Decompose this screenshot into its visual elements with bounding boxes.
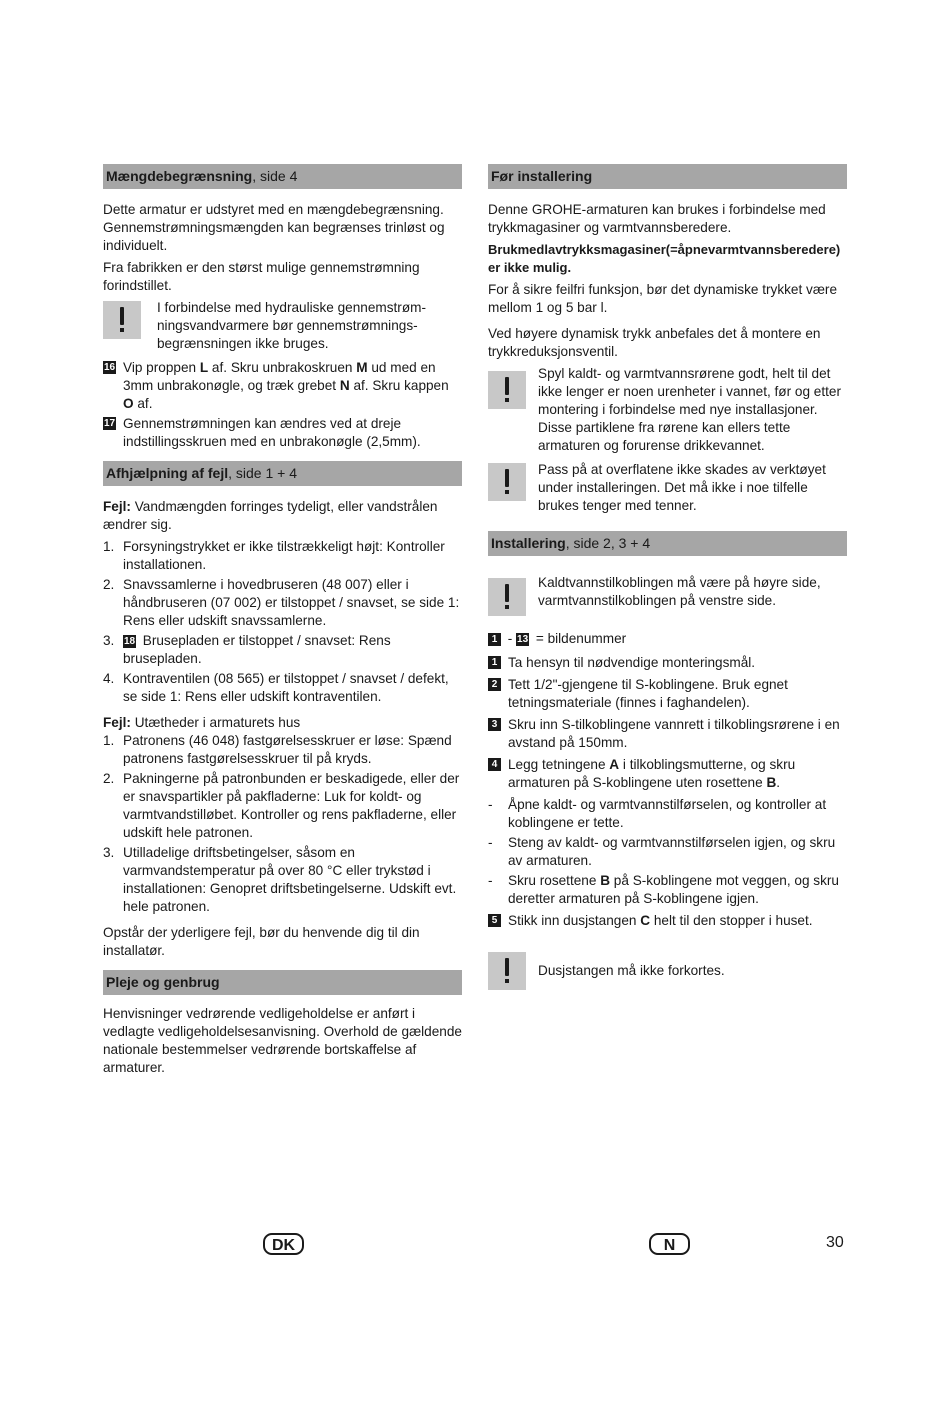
list-item: 1. Forsyningstrykket er ikke tilstrækkeligt højt: Kontroller installationen.: [103, 539, 445, 572]
warning-note: Pass på at overflatene ikke skades av verktøyet under installeringen. Det må ikke i noe tilfelle brukes tenger med tenner.: [488, 461, 847, 515]
paragraph-bold: Brukmedlavtrykksmagasiner(=åpnevarmtvannsberedere) er ikke mulig.: [488, 242, 841, 275]
language-badge-dk: DK: [263, 1233, 304, 1255]
section-header-afhjaelpning-af-fejl: Afhjælpning af fejl, side 1 + 4: [103, 461, 462, 486]
step-number-badge: 4: [488, 758, 501, 771]
step-number-badge: 1: [488, 656, 501, 669]
section-header-pleje-og-genbrug: Pleje og genbrug: [103, 970, 462, 995]
step-number-badge: 1: [488, 633, 501, 646]
exclamation-warning-icon: [488, 463, 526, 501]
fault-description: Fejl: Vandmængden forringes tydeligt, eller vandstrålen ændrer sig.: [103, 499, 438, 532]
step-1: 1 Ta hensyn til nødvendige monteringsmål.: [488, 654, 847, 672]
list-item: 1. Patronens (46 048) fastgørelsesskruer er løse: Spænd patronens fastgørelsesskruer til på kryds.: [103, 733, 452, 766]
section-header-maengdebegraensning: Mængdebegrænsning, side 4: [103, 164, 462, 189]
step-2: 2 Tett 1/2"-gjengene til S-koblingene. Bruk egnet tetningsmateriale (finnes i faghandelen).: [488, 676, 847, 712]
warning-note: Dusjstangen må ikke forkortes.: [488, 952, 847, 990]
exclamation-warning-icon: [103, 301, 141, 339]
fault-description: Fejl: Utætheder i armaturets hus: [103, 715, 301, 730]
warning-note: I forbindelse med hydrauliske gennemstrømningsvandvarmere bør gennemstrømningsbegrænsningen ikke bruges.: [103, 299, 462, 353]
paragraph: Ved høyere dynamisk trykk anbefales det å montere en trykkreduksjonsventil.: [488, 326, 821, 359]
list-item: 3. 18 Brusepladen er tilstoppet / snavset: Rens brusepladen.: [103, 633, 391, 666]
list-item: 2. Snavssamlerne i hovedbruseren (48 007) eller i håndbruseren (07 002) er tilstoppet / snavset, se side 1: Rens eller udskift snavssamlerne.: [103, 577, 460, 628]
step-16: 16 Vip proppen L af. Skru unbrakoskruen M ud med en 3mm unbrakonøgle, og træk grebet N af. Skru kappen O af.: [103, 360, 449, 411]
page-number: 30: [826, 1234, 844, 1251]
step-3: 3 Skru inn S-tilkoblingene vannrett i tilkoblingsrørene i en avstand på 150mm.: [488, 716, 847, 752]
step-5: 5 Stikk inn dusjstangen C helt til den stopper i huset.: [488, 912, 847, 930]
paragraph: Dette armatur er udstyret med en mængdebegrænsning. Gennemstrømningsmængden kan begrænses trinløst og individuelt.: [103, 202, 445, 253]
dash-item: - Skru rosettene B på S-koblingene mot veggen, og skru deretter armaturen på S-koblingene igjen.: [488, 873, 839, 906]
section-header-installering: Installering, side 2, 3 + 4: [488, 531, 847, 556]
exclamation-warning-icon: [488, 578, 526, 616]
step-17: 17 Gennemstrømningen kan ændres ved at dreje indstillingsskruen med en unbrakonøgle (2,5mm).: [103, 416, 421, 449]
step-number-badge: 13: [517, 634, 529, 645]
right-column: [488, 164, 847, 996]
image-number-range: 1 - 13 = bildenummer: [488, 630, 847, 648]
step-number-badge: 17: [103, 418, 116, 429]
list-item: 4. Kontraventilen (08 565) er tilstoppet / snavset / defekt, se side 1: Rens eller udskift kontraventilen.: [103, 671, 449, 704]
section-header-for-installering: Før installering: [488, 164, 847, 189]
list-item: 2. Pakningerne på patronbunden er beskadigede, eller der er snavspartikler på pakfladerne: Luk for koldt- og varmtvandstilløbet. Kontroller og rens pakfladerne, eller udskift hele patronen.: [103, 771, 460, 840]
step-number-badge: 3: [488, 718, 501, 731]
step-number-badge: 18: [123, 636, 136, 647]
step-number-badge: 2: [488, 678, 501, 691]
list-item: 3. Utilladelige driftsbetingelser, såsom en varmvandstemperatur på over 80 °C eller trykstød i installationen: Genopret driftsbetingelserne. Udskift evt. hele patronen.: [103, 845, 457, 914]
paragraph: Fra fabrikken er den størst mulige gennemstrømning forindstillet.: [103, 260, 420, 293]
exclamation-warning-icon: [488, 371, 526, 409]
dash-item: - Åpne kaldt- og varmtvannstilførselen, og kontroller at koblingene er tette.: [488, 797, 827, 830]
paragraph: For å sikre feilfri funksjon, bør det dynamiske trykket være mellom 1 og 5 bar l.: [488, 282, 838, 315]
step-number-badge: 5: [488, 914, 501, 927]
paragraph: Denne GROHE-armaturen kan brukes i forbindelse med trykkmagasiner og varmtvannsberedere.: [488, 202, 826, 235]
paragraph: Henvisninger vedrørende vedligeholdelse er anført i vedlagte vedligeholdelsesanvisning. Overhold de gældende nationale bestemmelser vedrørende bortskaffelse af armaturer.: [103, 1006, 462, 1075]
dash-item: - Steng av kaldt- og varmtvannstilførselen igjen, og skru av armaturen.: [488, 835, 836, 868]
left-column: [103, 164, 462, 1081]
exclamation-warning-icon: [488, 952, 526, 990]
warning-note: Kaldtvannstilkoblingen må være på høyre side, varmtvannstilkoblingen på venstre side.: [488, 574, 847, 612]
warning-note: Spyl kaldt- og varmtvannsrørene godt, helt til det ikke lenger er noen urenheter i vannet, før og etter montering i forbindelse med nye installasjoner. Disse partiklene fra rørene kan ellers tette armaturen og forurense drikkevannet.: [488, 365, 847, 455]
step-4: 4 Legg tetningene A i tilkoblingsmutterne, og skru armaturen på S-koblingene uten rosettene B.: [488, 756, 847, 792]
paragraph: Opstår der yderligere fejl, bør du henvende dig til din installatør.: [103, 925, 420, 958]
step-number-badge: 16: [103, 362, 116, 373]
language-badge-n: N: [649, 1233, 690, 1255]
